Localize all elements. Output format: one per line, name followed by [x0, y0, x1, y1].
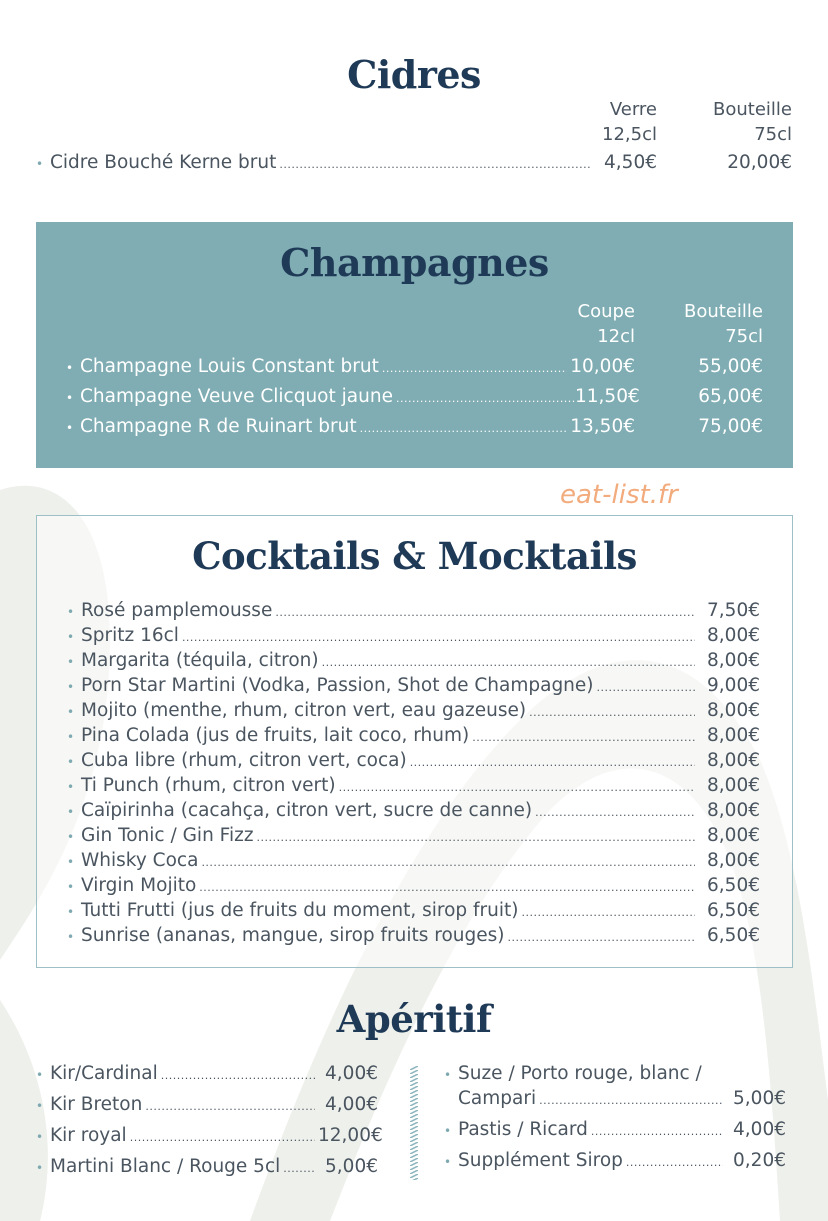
bullet-icon: •: [67, 880, 75, 894]
watermark-text: eat-list.fr: [560, 480, 678, 510]
leader-dots: [410, 756, 695, 769]
leader-dots: [161, 1069, 315, 1082]
bullet-icon: •: [67, 855, 75, 869]
bullet-icon: •: [67, 705, 75, 719]
item-price: 8,00€: [707, 775, 760, 796]
cidres-item: [36, 152, 792, 173]
champagnes-col1-head: Coupe 12cl: [577, 301, 635, 347]
item-name: Martini Blanc / Rouge 5cl: [50, 1156, 281, 1177]
bullet-icon: •: [67, 730, 75, 744]
cocktail-item: [67, 700, 760, 721]
item-price-bottle: 75,00€: [698, 416, 763, 437]
item-name: Champagne Louis Constant brut: [80, 356, 379, 377]
leader-dots: [130, 1131, 315, 1144]
item-price-glass: 4,50€: [604, 152, 657, 173]
cocktail-item: [67, 925, 760, 946]
item-name: Pina Colada (jus de fruits, lait coco, rhum): [81, 725, 470, 746]
cocktail-item: [67, 750, 760, 771]
item-price: 4,00€: [325, 1094, 378, 1115]
item-name: Mojito (menthe, rhum, citron vert, eau gazeuse): [81, 700, 527, 721]
leader-dots: [472, 731, 695, 744]
item-price-coupe: 11,50€: [575, 386, 640, 407]
leader-dots: [199, 881, 695, 894]
item-price: 8,00€: [707, 800, 760, 821]
item-name: Campari: [458, 1088, 537, 1109]
item-name: Cidre Bouché Kerne brut: [50, 152, 277, 173]
item-price: 8,00€: [707, 850, 760, 871]
item-name: Kir/Cardinal: [50, 1063, 158, 1084]
leader-dots: [539, 1094, 723, 1107]
aperitif-item: [36, 1125, 383, 1146]
item-price-coupe: 13,50€: [570, 416, 635, 437]
item-name: Champagne R de Ruinart brut: [80, 416, 357, 437]
leader-dots: [257, 831, 695, 844]
item-price: 4,00€: [733, 1119, 786, 1140]
leader-dots: [396, 392, 575, 405]
item-price: 5,00€: [325, 1156, 378, 1177]
bullet-icon: •: [67, 655, 75, 669]
column-divider: [410, 1066, 418, 1180]
cidres-title: Cidres: [347, 52, 481, 97]
cocktail-item: [67, 875, 760, 896]
item-name-line1: Suze / Porto rouge, blanc /: [458, 1063, 702, 1084]
leader-dots: [382, 362, 567, 375]
leader-dots: [339, 781, 695, 794]
item-name: Pastis / Ricard: [458, 1119, 588, 1140]
item-price: 0,20€: [733, 1150, 786, 1171]
item-name: Margarita (téquila, citron): [81, 650, 319, 671]
cocktail-item: [67, 775, 760, 796]
item-price: 9,00€: [707, 675, 760, 696]
cidres-col1-head: Verre 12,5cl: [602, 99, 657, 145]
aperitif-item: [36, 1156, 378, 1177]
leader-dots: [360, 422, 567, 435]
leader-dots: [145, 1100, 315, 1113]
cocktail-item: [67, 800, 760, 821]
item-name: Rosé pamplemousse: [81, 600, 273, 621]
item-price: 6,50€: [707, 925, 760, 946]
leader-dots: [529, 706, 695, 719]
leader-dots: [597, 681, 695, 694]
bullet-icon: •: [67, 930, 75, 944]
cocktail-item: [67, 725, 760, 746]
leader-dots: [508, 931, 695, 944]
item-price: 7,50€: [707, 600, 760, 621]
bullet-icon: •: [67, 905, 75, 919]
champagnes-item: [66, 416, 763, 437]
item-price-bottle: 55,00€: [698, 356, 763, 377]
item-name: Virgin Mojito: [81, 875, 197, 896]
champagnes-section: [36, 222, 793, 468]
item-price: 4,00€: [325, 1063, 378, 1084]
cocktail-item: [67, 625, 760, 646]
bullet-icon: •: [36, 1068, 44, 1082]
cocktail-item: [67, 825, 760, 846]
item-name: Sunrise (ananas, mangue, sirop fruits rouges): [81, 925, 505, 946]
item-price: 6,50€: [707, 875, 760, 896]
bullet-icon: •: [444, 1124, 452, 1138]
item-name: Cuba libre (rhum, citron vert, coca): [81, 750, 407, 771]
bullet-icon: •: [444, 1155, 452, 1169]
leader-dots: [279, 158, 592, 171]
item-price: 8,00€: [707, 650, 760, 671]
aperitif-item: [36, 1094, 378, 1115]
bullet-icon: •: [36, 1099, 44, 1113]
item-name: Whisky Coca: [81, 850, 199, 871]
item-name: Spritz 16cl: [81, 625, 179, 646]
leader-dots: [283, 1162, 315, 1175]
bullet-icon: •: [67, 605, 75, 619]
leader-dots: [535, 806, 695, 819]
item-name: Caïpirinha (cacahça, citron vert, sucre de canne): [81, 800, 533, 821]
cocktail-item: [67, 600, 760, 621]
aperitif-item: [36, 1063, 378, 1084]
item-name: Gin Tonic / Gin Fizz: [81, 825, 254, 846]
bullet-icon: •: [444, 1068, 452, 1082]
item-price-coupe: 10,00€: [570, 356, 635, 377]
item-price: 5,00€: [733, 1088, 786, 1109]
bullet-icon: •: [67, 680, 75, 694]
item-price: 6,50€: [707, 900, 760, 921]
leader-dots: [275, 606, 695, 619]
item-price: 8,00€: [707, 825, 760, 846]
item-name: Champagne Veuve Clicquot jaune: [80, 386, 393, 407]
leader-dots: [201, 856, 695, 869]
champagnes-item: [66, 356, 763, 377]
item-name: Ti Punch (rhum, citron vert): [81, 775, 336, 796]
aperitif-item: [444, 1088, 786, 1109]
bullet-icon: •: [67, 755, 75, 769]
cocktail-item: [67, 650, 760, 671]
aperitif-title: Apéritif: [336, 997, 492, 1041]
leader-dots: [591, 1125, 723, 1138]
cocktails-title: Cocktails & Mocktails: [192, 534, 637, 578]
bullet-icon: •: [67, 805, 75, 819]
bullet-icon: •: [36, 1130, 44, 1144]
champagnes-title: Champagnes: [280, 240, 549, 285]
cocktail-item: [67, 900, 760, 921]
bullet-icon: •: [66, 421, 74, 435]
champagnes-item: [66, 386, 763, 407]
bullet-icon: •: [67, 630, 75, 644]
item-price-bottle: 65,00€: [698, 386, 763, 407]
aperitif-item: [444, 1150, 786, 1171]
bullet-icon: •: [66, 391, 74, 405]
leader-dots: [182, 631, 695, 644]
aperitif-item-first-line: [444, 1063, 784, 1084]
item-price: 8,00€: [707, 625, 760, 646]
item-price: 8,00€: [707, 725, 760, 746]
item-name: Kir royal: [50, 1125, 127, 1146]
bullet-icon: •: [67, 830, 75, 844]
aperitif-item: [444, 1119, 786, 1140]
item-price-bottle: 20,00€: [727, 152, 792, 173]
item-name: Supplément Sirop: [458, 1150, 623, 1171]
bullet-icon: •: [67, 780, 75, 794]
cocktail-item: [67, 675, 760, 696]
bullet-icon: •: [36, 1161, 44, 1175]
leader-dots: [521, 906, 695, 919]
cocktails-section: [36, 515, 793, 968]
item-price: 12,00€: [318, 1125, 383, 1146]
cocktail-item: [67, 850, 760, 871]
leader-dots: [626, 1156, 723, 1169]
item-name: Kir Breton: [50, 1094, 143, 1115]
leader-dots: [322, 656, 695, 669]
bullet-icon: •: [36, 157, 44, 171]
item-name: Porn Star Martini (Vodka, Passion, Shot de Champagne): [81, 675, 594, 696]
bullet-icon: •: [66, 361, 74, 375]
item-price: 8,00€: [707, 750, 760, 771]
item-name: Tutti Frutti (jus de fruits du moment, sirop fruit): [81, 900, 519, 921]
cidres-col2-head: Bouteille 75cl: [713, 99, 792, 145]
champagnes-col2-head: Bouteille 75cl: [684, 301, 763, 347]
item-price: 8,00€: [707, 700, 760, 721]
